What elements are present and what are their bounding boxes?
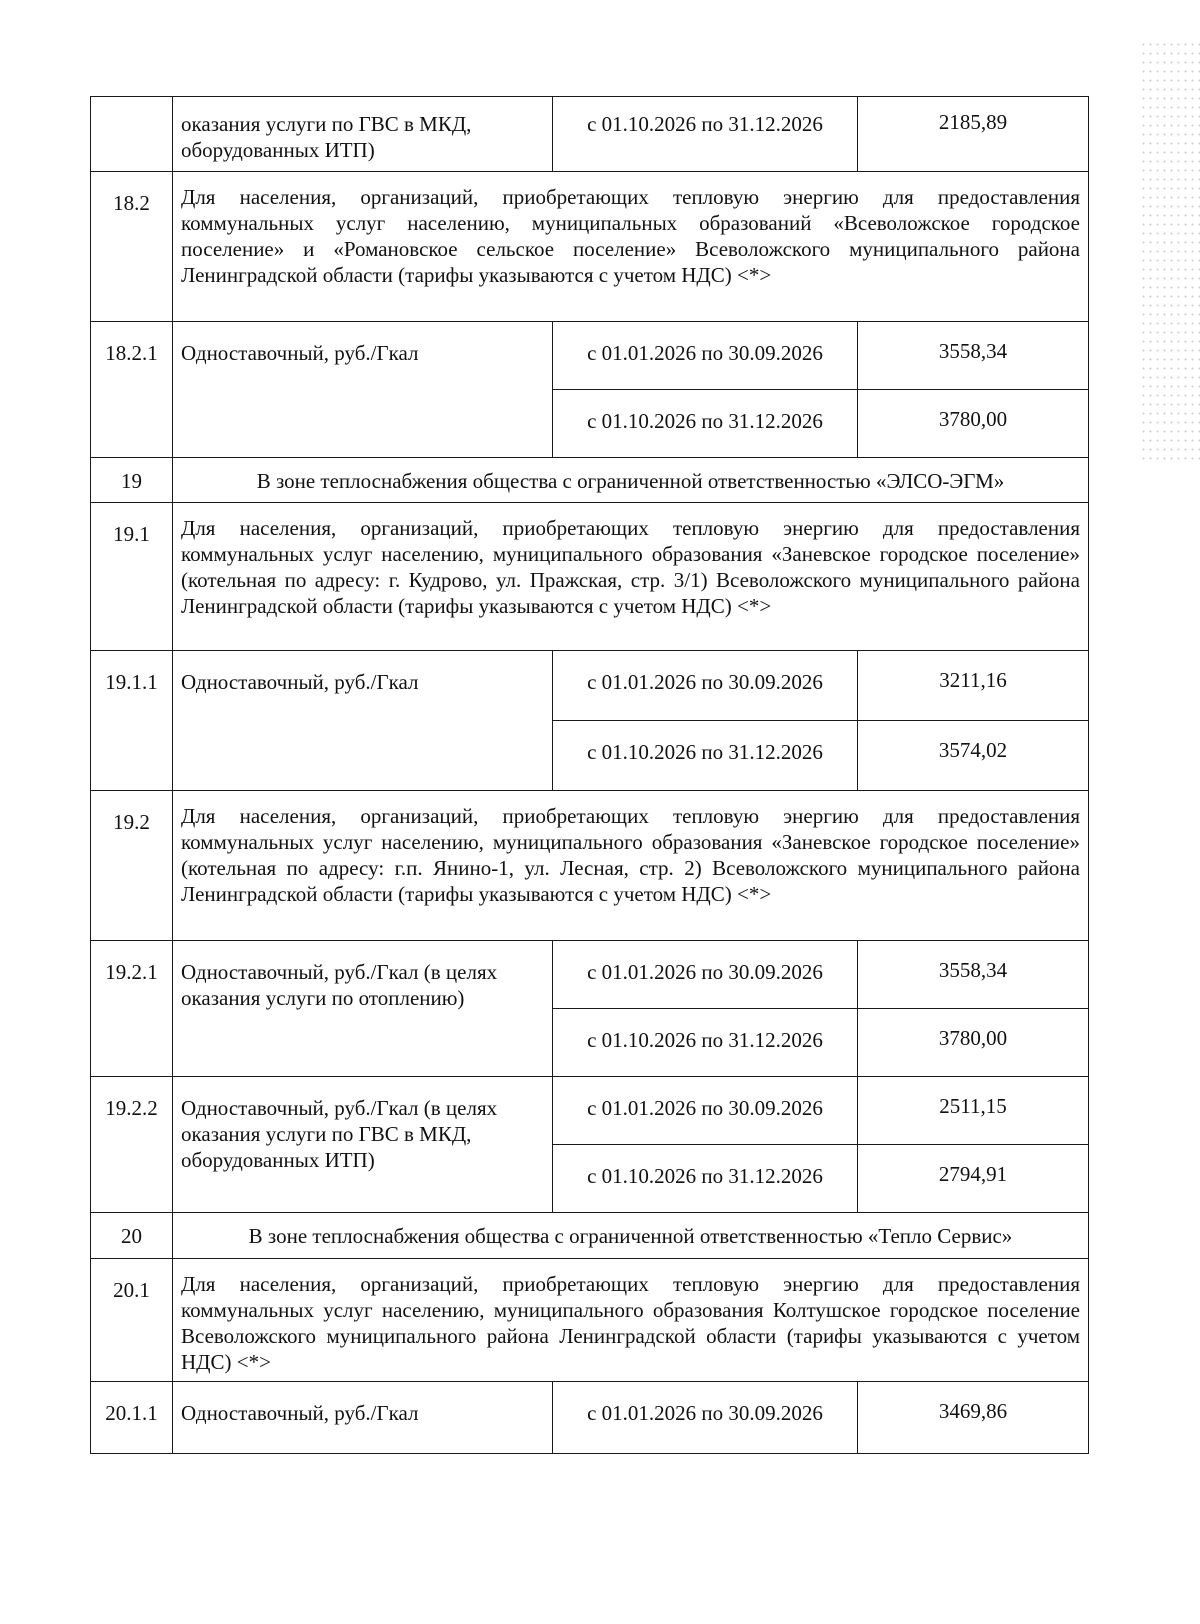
row-number [91,97,173,172]
table-row [91,1259,1089,1382]
period-cell: с 01.01.2026 по 30.09.2026 [553,941,858,1009]
period-cell: с 01.01.2026 по 30.09.2026 [553,322,858,390]
table-row [91,1382,1089,1454]
section-description: Для населения, организаций, приобретающих тепловую энергию для предоставления коммунальных услуг населению, муниципального образования «Заневское городское поселение» (котельная по адресу: г.п. Янино-1, ул. Лесная, стр. 2) Всеволожского муниципального района Ленинградской области (тарифы указываются с учетом НДС) <*> [173,791,1089,941]
value-cell: 3574,02 [858,721,1089,791]
period-cell: с 01.10.2026 по 31.12.2026 [553,390,858,458]
tariff-name: Одноставочный, руб./Гкал (в целях оказания услуги по ГВС в МКД, оборудованных ИТП) [173,1077,553,1213]
table-row [91,503,1089,651]
row-number: 19.1 [91,503,173,651]
period-cell: с 01.10.2026 по 31.12.2026 [553,721,858,791]
table-row [91,651,1089,721]
section-description: Для населения, организаций, приобретающих тепловую энергию для предоставления коммунальных услуг населению, муниципального образования Колтушское городское поселение Всеволожского муниципального района Ленинградской области (тарифы указываются с учетом НДС) <*> [173,1259,1089,1382]
tariff-name: Одноставочный, руб./Гкал [173,1382,553,1454]
row-number: 20.1.1 [91,1382,173,1454]
row-number: 19.2.1 [91,941,173,1077]
table-row [91,97,1089,172]
value-cell: 3469,86 [858,1382,1089,1454]
tariff-name: Одноставочный, руб./Гкал [173,651,553,791]
table-row [91,172,1089,322]
value-cell: 3558,34 [858,941,1089,1009]
period-cell: с 01.01.2026 по 30.09.2026 [553,651,858,721]
row-number: 19.1.1 [91,651,173,791]
scan-noise [1140,40,1200,460]
value-cell: 3780,00 [858,390,1089,458]
period-cell: с 01.10.2026 по 31.12.2026 [553,1145,858,1213]
value-cell: 3780,00 [858,1009,1089,1077]
row-number: 20 [91,1213,173,1259]
tariff-name: Одноставочный, руб./Гкал [173,322,553,458]
period-cell: с 01.01.2026 по 30.09.2026 [553,1382,858,1454]
row-number: 19.2 [91,791,173,941]
tariff-name: Одноставочный, руб./Гкал (в целях оказания услуги по отоплению) [173,941,553,1077]
row-number: 20.1 [91,1259,173,1382]
row-number: 19 [91,458,173,503]
period-cell: с 01.01.2026 по 30.09.2026 [553,1077,858,1145]
zone-title: В зоне теплоснабжения общества с ограниченной ответственностью «Тепло Сервис» [173,1213,1089,1259]
value-cell: 2185,89 [858,97,1089,172]
tariff-table [90,96,1089,1454]
value-cell: 2511,15 [858,1077,1089,1145]
table-row [91,1077,1089,1145]
zone-title: В зоне теплоснабжения общества с ограниченной ответственностью «ЭЛСО-ЭГМ» [173,458,1089,503]
period-cell: с 01.10.2026 по 31.12.2026 [553,1009,858,1077]
table-row [91,941,1089,1009]
table-row [91,322,1089,390]
table-row [91,791,1089,941]
value-cell: 2794,91 [858,1145,1089,1213]
section-description: Для населения, организаций, приобретающих тепловую энергию для предоставления коммунальных услуг населению, муниципальных образований «Всеволожское городское поселение» и «Романовское сельское поселение» Всеволожского муниципального района Ленинградской области (тарифы указываются с учетом НДС) <*> [173,172,1089,322]
section-description: Для населения, организаций, приобретающих тепловую энергию для предоставления коммунальных услуг населению, муниципального образования «Заневское городское поселение» (котельная по адресу: г. Кудрово, ул. Пражская, стр. 3/1) Всеволожского муниципального района Ленинградской области (тарифы указываются с учетом НДС) <*> [173,503,1089,651]
tariff-name: оказания услуги по ГВС в МКД, оборудованных ИТП) [173,97,553,172]
row-number: 18.2.1 [91,322,173,458]
row-number: 19.2.2 [91,1077,173,1213]
period-cell: с 01.10.2026 по 31.12.2026 [553,97,858,172]
table-row [91,458,1089,503]
row-number: 18.2 [91,172,173,322]
table-row [91,1213,1089,1259]
value-cell: 3211,16 [858,651,1089,721]
value-cell: 3558,34 [858,322,1089,390]
